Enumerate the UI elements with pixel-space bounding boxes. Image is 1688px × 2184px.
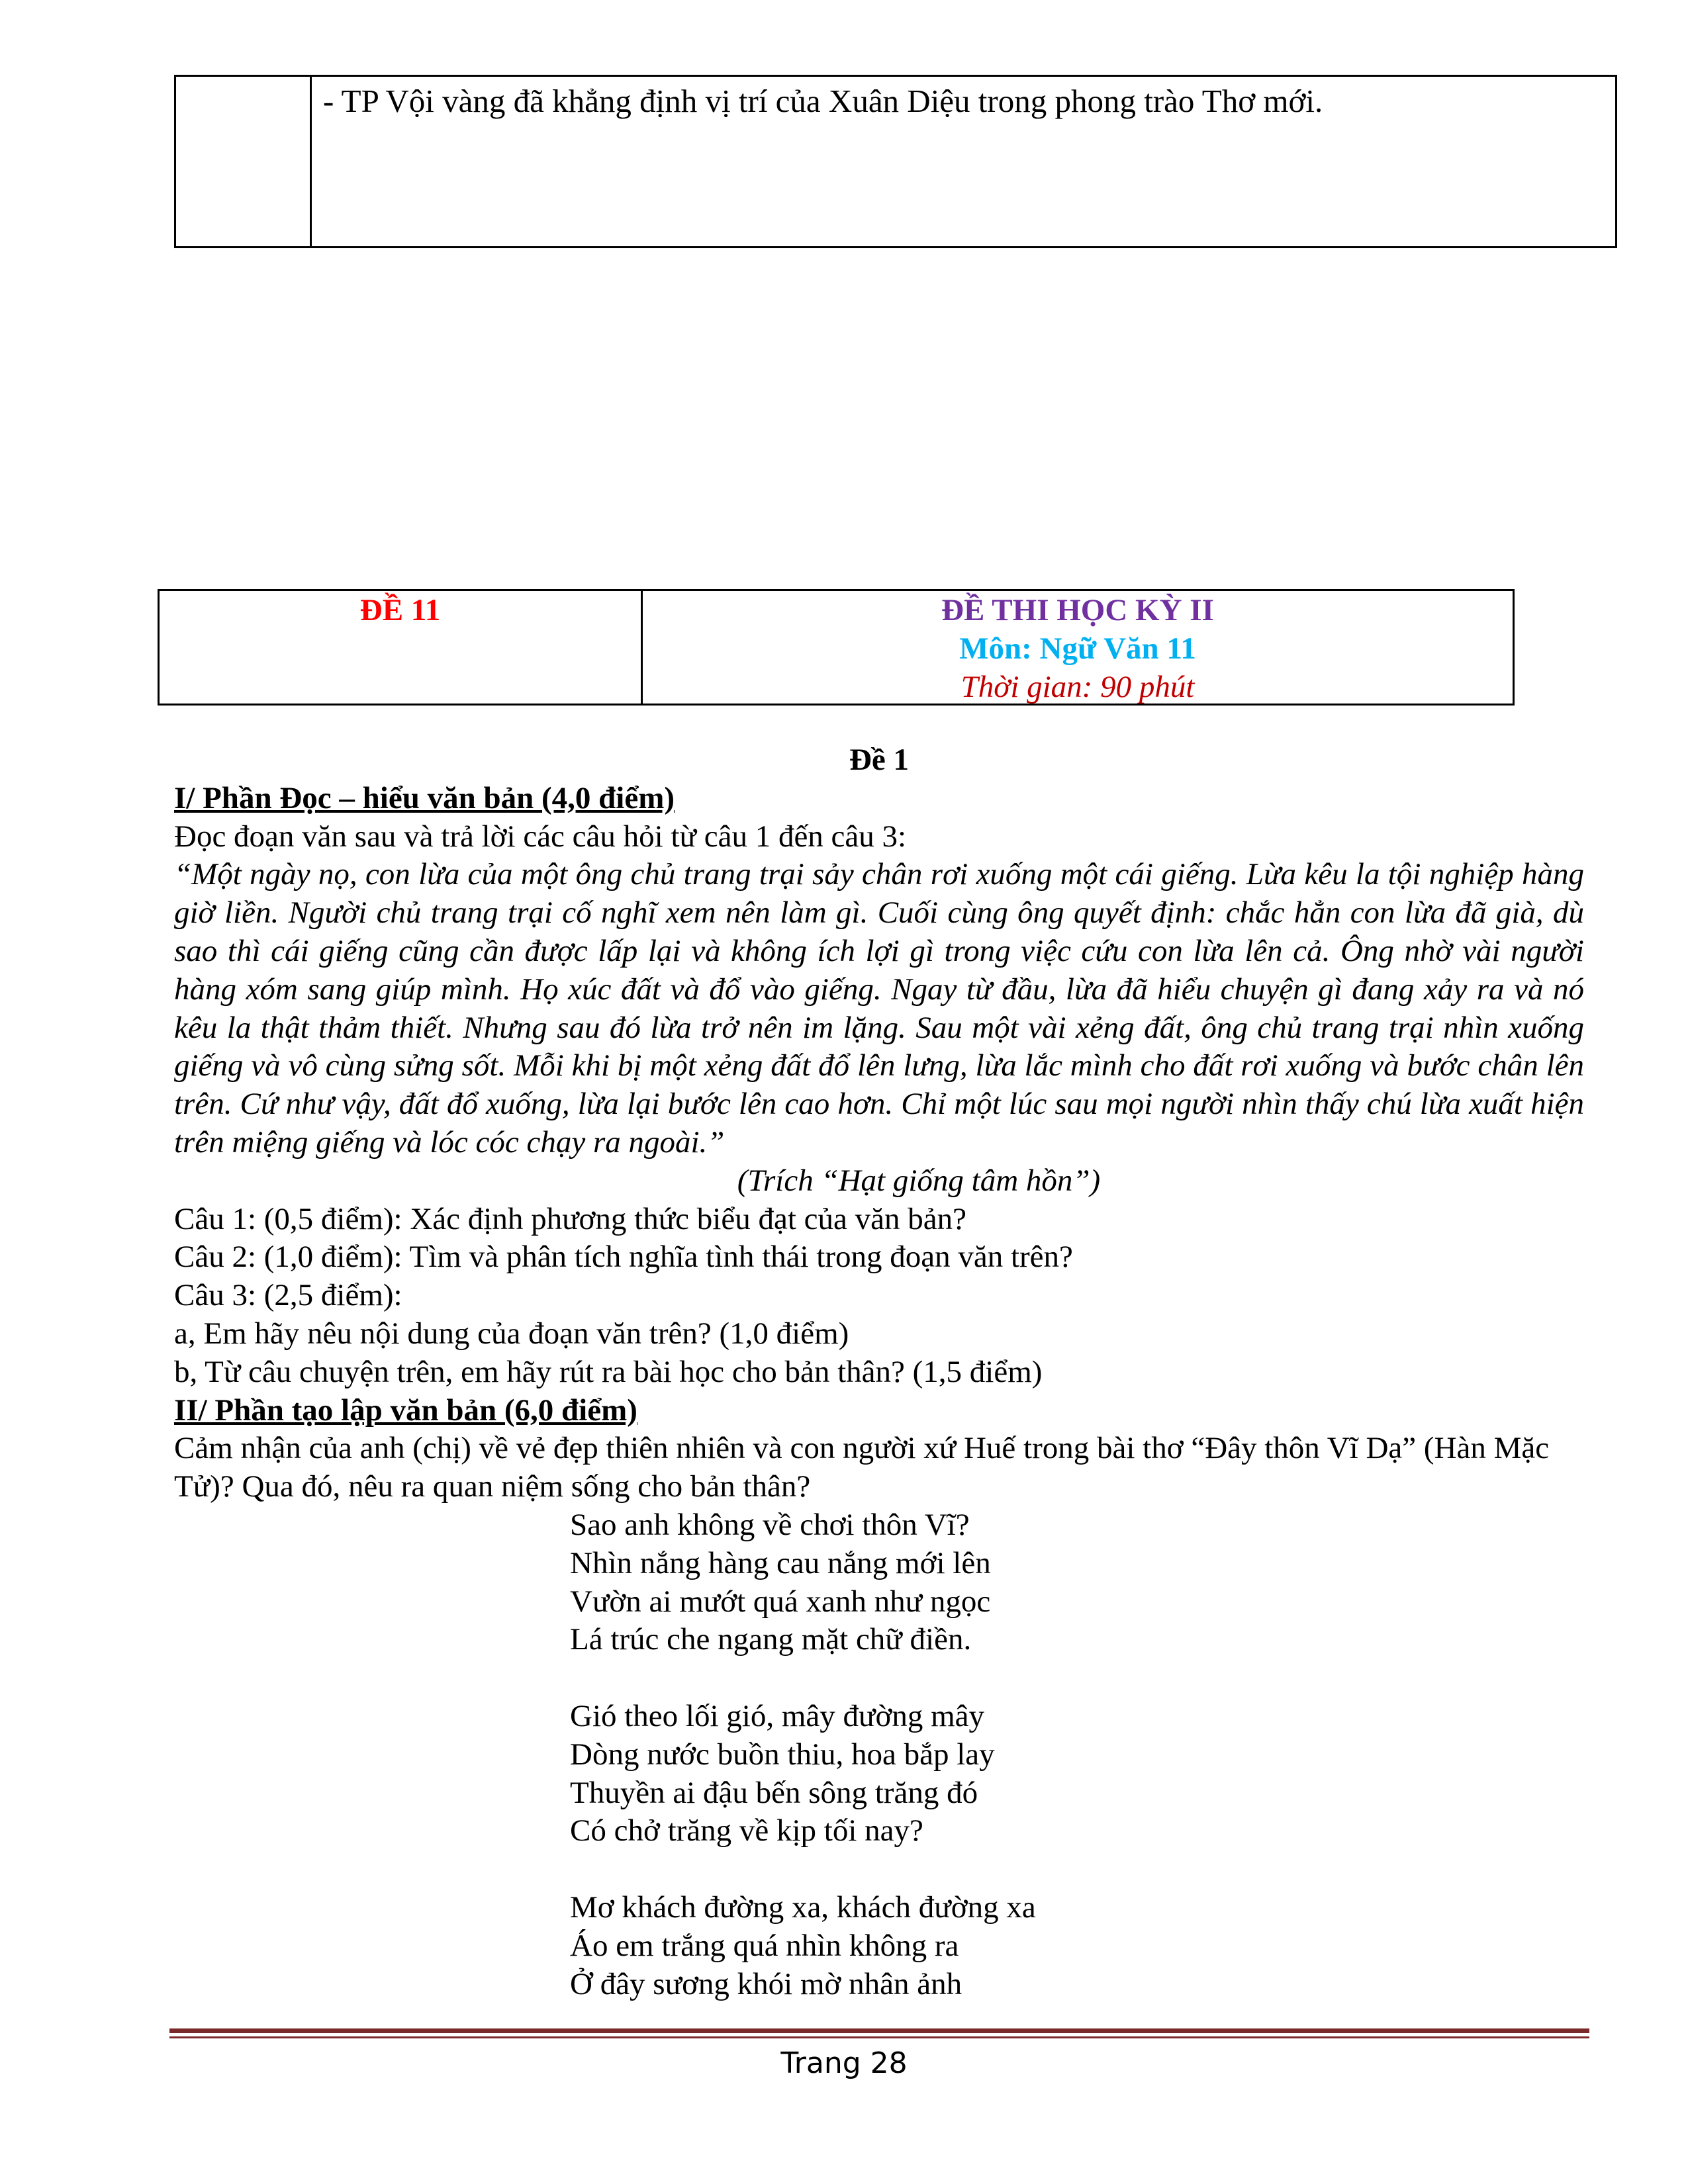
question-3b: b, Từ câu chuyện trên, em hãy rút ra bài học cho bản thân? (1,5 điểm) [174, 1354, 1043, 1389]
part1-heading: I/ Phần Đọc – hiểu văn bản (4,0 điểm) [174, 780, 675, 815]
poem-line: Ở đây sương khói mờ nhân ảnh [570, 1966, 962, 2001]
poem-line: Gió theo lối gió, mây đường mây [570, 1698, 985, 1733]
question-1: Câu 1: (0,5 điểm): Xác định phương thức biểu đạt của văn bản? [174, 1201, 966, 1236]
poem-stanza-3 [570, 1889, 1584, 2003]
poem-line: Nhìn nắng hàng cau nắng mới lên [570, 1545, 991, 1580]
de-title: Đề 1 [849, 743, 910, 777]
poem-stanza-2 [570, 1698, 1584, 1850]
poem-line: Thuyền ai đậu bến sông trăng đó [570, 1775, 978, 1810]
poem-line: Có chở trăng về kịp tối nay? [570, 1813, 923, 1848]
exam-info-cell [643, 591, 1513, 706]
question-3a: a, Em hãy nêu nội dung của đoạn văn trên? (1,0 điểm) [174, 1316, 849, 1351]
page-number: Trang 28 [780, 2046, 908, 2080]
poem-line: Áo em trắng quá nhìn không ra [570, 1928, 959, 1963]
exam-subject: Môn: Ngữ Văn 11 [959, 631, 1196, 666]
poem-line: Dòng nước buồn thiu, hoa bắp lay [570, 1737, 995, 1772]
poem-line: Vườn ai mướt quá xanh như ngọc [570, 1584, 991, 1619]
exam-code-cell [160, 591, 641, 629]
reading-passage: “Một ngày nọ, con lừa của một ông chủ trang trại sảy chân rơi xuống một cái giếng. Lừa kêu la tội nghiệp hàng giờ liền. Người chủ trang trại cố nghĩ xem nên làm gì. Cuối cùng ông quyết định: chắc hẳn con lừa đã già, dù sao thì cái giếng cũng cần được lấp lại và không ích lợi gì trong việc cứu con lừa lên cả. Ông nhờ vài người hàng xóm sang giúp mình. Họ xúc đất và đổ vào giếng. Ngay từ đầu, lừa đã hiểu chuyện gì đang xảy ra và nó kêu la thật thảm thiết. Nhưng sau đó lừa trở nên im lặng. Sau một vài xẻng đất, ông chủ trang trại nhìn xuống giếng và vô cùng sửng sốt. Mỗi khi bị một xẻng đất đổ lên lưng, lừa lắc mình cho đất rơi xuống và bước chân lên trên. Cứ như vậy, đất đổ xuống, lừa lại bước lên cao hơn. Chỉ một lúc sau mọi người nhìn thấy chú lừa xuất hiện trên miệng giếng và lóc cóc chạy ra ngoài.” [174, 857, 1584, 1160]
part2-heading: II/ Phần tạo lập văn bản (6,0 điểm) [174, 1392, 637, 1428]
essay-prompt: Cảm nhận của anh (chị) về vẻ đẹp thiên nhiên và con người xứ Huế trong bài thơ “Đây thôn Vĩ Dạ” (Hàn Mặc Tử)? Qua đó, nêu ra quan niệm sống cho bản thân? [174, 1431, 1550, 1504]
reading-instruction: Đọc đoạn văn sau và trả lời các câu hỏi từ câu 1 đến câu 3: [174, 819, 907, 854]
poem [174, 1506, 1584, 2003]
exam-header-table [158, 589, 1515, 705]
poem-line: Sao anh không về chơi thôn Vĩ? [570, 1507, 970, 1542]
exam-content [174, 741, 1584, 2003]
poem-line: Mơ khách đường xa, khách đường xa [570, 1889, 1036, 1925]
poem-line: Lá trúc che ngang mặt chữ điền. [570, 1622, 972, 1657]
answer-table-continuation [174, 75, 1617, 248]
table-column-divider [310, 77, 312, 246]
question-3: Câu 3: (2,5 điểm): [174, 1278, 402, 1313]
exam-time: Thời gian: 90 phút [961, 670, 1195, 704]
footer-rule-thick [169, 2028, 1589, 2033]
footer-rule-thin [169, 2036, 1589, 2038]
poem-stanza-1 [570, 1506, 1584, 1659]
exam-title: ĐỀ THI HỌC KỲ II [941, 593, 1214, 627]
question-2: Câu 2: (1,0 điểm): Tìm và phân tích nghĩa tình thái trong đoạn văn trên? [174, 1240, 1073, 1275]
answer-cell-text: - TP Vội vàng đã khẳng định vị trí của Xuân Diệu trong phong trào Thơ mới. [323, 83, 1323, 119]
passage-source: (Trích “Hạt giống tâm hồn”) [737, 1163, 1101, 1198]
exam-code: ĐỀ 11 [359, 593, 441, 627]
